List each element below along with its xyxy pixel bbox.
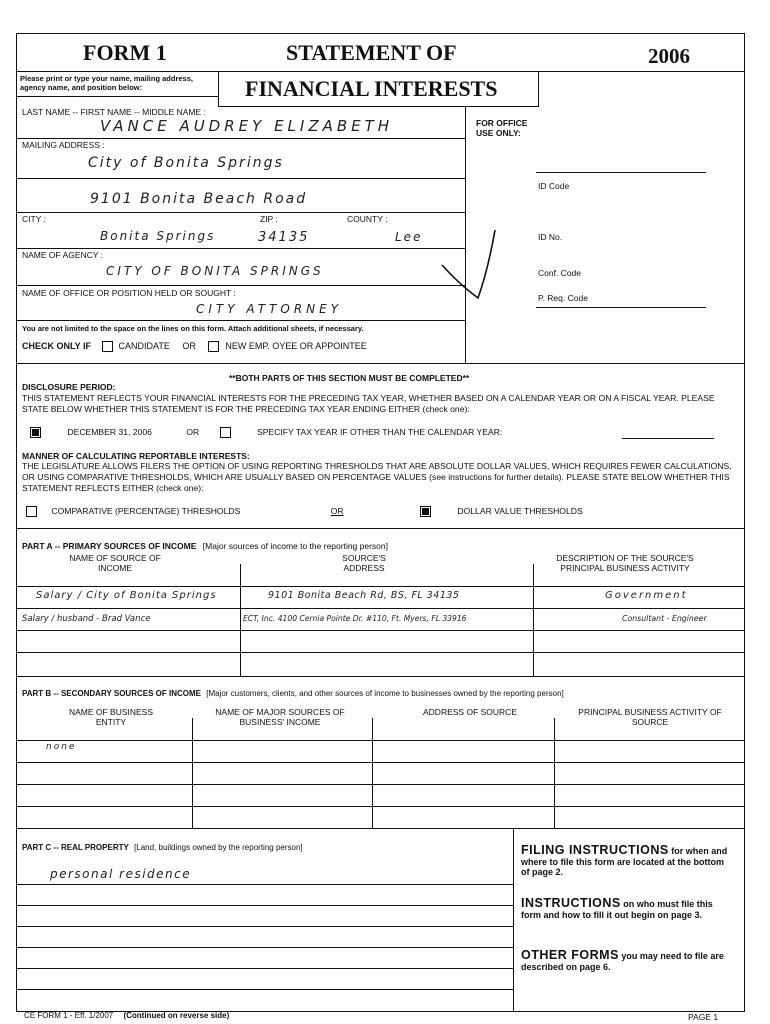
title-line2: FINANCIAL INTERESTS — [245, 76, 498, 101]
form-label: FORM 1 — [83, 40, 167, 65]
city-label: CITY : — [22, 214, 46, 224]
part-a-row1-address[interactable]: 9101 Bonita Beach Rd, BS, FL 34135 — [268, 590, 460, 601]
part-b-col2-header: NAME OF MAJOR SOURCES OF BUSINESS' INCOME — [215, 707, 345, 727]
part-a-row1-name[interactable]: Salary / City of Bonita Springs — [36, 590, 217, 601]
period-options — [30, 427, 502, 438]
other-forms-note: OTHER FORMS you may need to file are described on page 6. — [521, 948, 724, 972]
manner-text: THE LEGISLATURE ALLOWS FILERS THE OPTION OF USING REPORTING THRESHOLDS THAT ARE ABSOLUTE DOLLAR VALUES, WHICH REQUIRES FEWER CALCULATIONS, OR USING COMPARATIVE THRESHOLDS, WHICH ARE USUALLY BASED ON PERCENTAGE VALUES (see instructions for further details). PLEASE STATE BELOW WHETHER THIS STATEMENT REFLECTS EITHER (check one): — [22, 461, 732, 493]
instruction-rule — [16, 96, 218, 97]
part-b-row1-entity[interactable]: none — [46, 742, 77, 752]
name-label: LAST NAME -- FIRST NAME -- MIDDLE NAME : — [22, 107, 206, 117]
specify-year-checkbox[interactable] — [220, 427, 231, 438]
footer-form-id: CE FORM 1 - Eff. 1/2007 (Continued on reverse side) — [24, 1011, 230, 1020]
part-a-row2-address[interactable]: ECT, Inc. 4100 Cernia Pointe Dr. #110, Ft. Myers, FL 33916 — [243, 614, 467, 623]
part-a-col3-header: DESCRIPTION OF THE SOURCE'S PRINCIPAL BUSINESS ACTIVITY — [556, 553, 694, 573]
instructions-note: INSTRUCTIONS on who must file this form and how to fill it out begin on page 3. — [521, 896, 713, 920]
check-only-if-label: CHECK ONLY IF — [22, 341, 92, 351]
part-a-row2-name[interactable]: Salary / husband - Brad Vance — [22, 614, 151, 624]
part-a-col2-header: SOURCE'S ADDRESS — [342, 553, 386, 573]
part-c-row1[interactable]: personal residence — [50, 867, 192, 881]
part-b-col1-header: NAME OF BUSINESS ENTITY — [68, 707, 154, 727]
dec-31-checkbox[interactable] — [30, 427, 41, 438]
period-or-label: OR — [186, 427, 200, 437]
part-a-heading: PART A -- PRIMARY SOURCES OF INCOME [Major sources of income to the reporting person] — [22, 541, 388, 551]
comparative-checkbox[interactable] — [26, 506, 37, 517]
agency-label: NAME OF AGENCY : — [22, 250, 104, 260]
mailing-line1[interactable]: City of Bonita Springs — [88, 155, 284, 171]
office-use-heading: FOR OFFICE USE ONLY: — [476, 118, 528, 138]
manner-heading: MANNER OF CALCULATING REPORTABLE INTERESTS: — [22, 451, 250, 461]
part-a-row1-activity[interactable]: Government — [605, 590, 688, 601]
id-no-label: ID No. — [538, 232, 563, 242]
part-b-col3-header: ADDRESS OF SOURCE — [423, 707, 517, 717]
disclosure-banner: **BOTH PARTS OF THIS SECTION MUST BE COMPLETED** — [229, 373, 470, 383]
title-line1: STATEMENT OF — [286, 40, 457, 65]
mailing-label: MAILING ADDRESS : — [22, 140, 105, 150]
candidate-label: CANDIDATE — [118, 341, 170, 351]
specify-year-line — [622, 438, 714, 439]
comparative-label: COMPARATIVE (PERCENTAGE) THRESHOLDS — [51, 506, 241, 516]
period-text: THIS STATEMENT REFLECTS YOUR FINANCIAL INTERESTS FOR THE PRECEDING TAX YEAR, WHETHER BASED ON A CALENDAR YEAR OR ON A FISCAL YEAR. PLEASE STATE BELOW WHETHER THIS STATEMENT IS FOR THE PRECEDING TAX YEAR ENDING EITHER (check one): — [22, 393, 715, 414]
conf-code-label: Conf. Code — [538, 268, 581, 278]
period-heading: DISCLOSURE PERIOD: — [22, 382, 116, 392]
form-year: 2006 — [648, 44, 690, 68]
part-a-row2-activity[interactable]: Consultant - Engineer — [622, 614, 707, 623]
instruction-text: Please print or type your name, mailing address, agency name, and position below: — [20, 74, 193, 92]
dollar-value-label: DOLLAR VALUE THRESHOLDS — [457, 506, 583, 516]
or-label: OR — [182, 341, 196, 351]
name-value[interactable]: VANCE AUDREY ELIZABETH — [100, 117, 394, 135]
office-value[interactable]: CITY ATTORNEY — [196, 302, 343, 316]
p-req-code-label: P. Req. Code — [538, 293, 588, 303]
space-note: You are not limited to the space on the lines on this form. Attach additional sheets, if necessary. — [22, 324, 364, 333]
city-value[interactable]: Bonita Springs — [100, 229, 216, 243]
part-b-heading: PART B -- SECONDARY SOURCES OF INCOME [Major customers, clients, and other sources of income to businesses owned by the reporting person] — [22, 689, 564, 698]
check-only-row — [22, 341, 367, 352]
zip-value[interactable]: 34135 — [258, 230, 310, 245]
dollar-value-checkbox[interactable] — [420, 506, 431, 517]
candidate-checkbox[interactable] — [102, 341, 113, 352]
threshold-or-label: OR — [330, 506, 344, 516]
county-label: COUNTY : — [347, 214, 388, 224]
part-c-heading: PART C -- REAL PROPERTY [Land, buildings owned by the reporting person] — [22, 843, 303, 852]
new-employee-label: NEW EMP. OYEE OR APPOINTEE — [225, 341, 367, 351]
county-value[interactable]: Lee — [395, 230, 423, 244]
check-mark — [440, 210, 520, 310]
new-employee-checkbox[interactable] — [208, 341, 219, 352]
filing-instructions: FILING INSTRUCTIONS for when and where to file this form are located at the bottom of page 2. — [521, 843, 728, 877]
dec-31-label: DECEMBER 31, 2006 — [67, 427, 152, 437]
agency-value[interactable]: CITY OF BONITA SPRINGS — [106, 264, 324, 278]
office-label: NAME OF OFFICE OR POSITION HELD OR SOUGHT : — [22, 288, 236, 298]
specify-year-label: SPECIFY TAX YEAR IF OTHER THAN THE CALENDAR YEAR: — [257, 427, 503, 437]
id-code-label: ID Code — [538, 181, 570, 191]
zip-label: ZIP : — [260, 214, 278, 224]
part-a-col1-header: NAME OF SOURCE OF INCOME — [69, 553, 161, 573]
mailing-line2[interactable]: 9101 Bonita Beach Road — [90, 191, 308, 207]
threshold-options — [26, 506, 583, 517]
part-b-col4-header: PRINCIPAL BUSINESS ACTIVITY OF SOURCE — [578, 707, 722, 727]
footer-page: PAGE 1 — [688, 1012, 719, 1022]
